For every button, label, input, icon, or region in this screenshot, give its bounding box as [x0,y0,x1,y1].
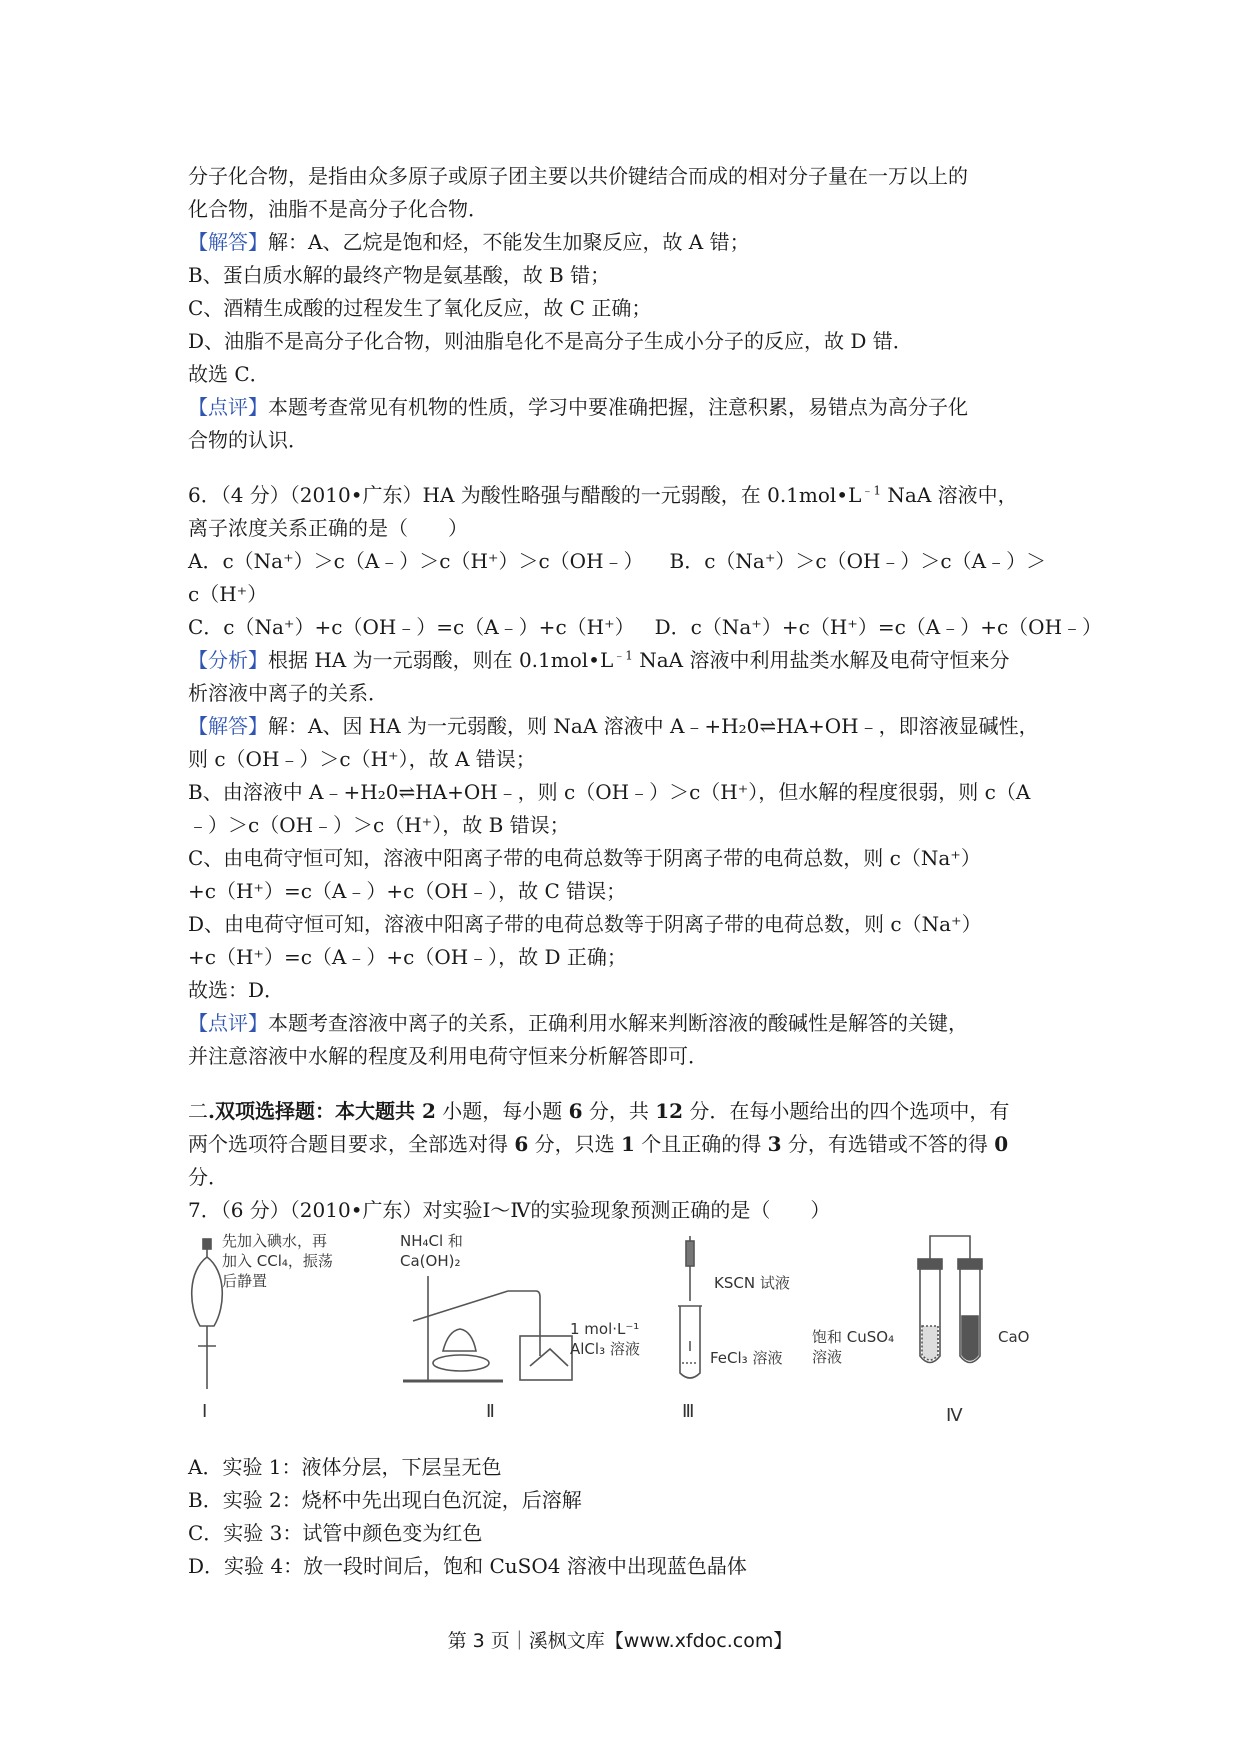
text-span: 本题考查常见有机物的性质，学习中要准确把握，注意积累，易错点为高分子化 [268,395,968,419]
question-6-stem [188,479,1058,512]
superscript: ﹣1 [861,483,882,498]
section-heading [188,1095,1058,1128]
text-span: NaA 溶液中利用盐类水解及电荷守恒来分 [632,648,1010,672]
text-line: B、蛋白质水解的最终产物是氨基酸，故 B 错； [188,263,611,287]
option-c: C．实验 3：试管中颜色变为红色 [188,1521,483,1545]
text-line: 离子浓度关系正确的是（ ） [188,516,468,540]
text-line: C、酒精生成酸的过程发生了氧化反应，故 C 正确； [188,296,652,320]
text-span: 分，只选 [528,1132,621,1156]
number: 2 [421,1099,436,1123]
text-span: 分，有选错或不答的得 [781,1132,995,1156]
experiment-figure [178,1231,1078,1441]
text-line [188,644,1058,677]
option-a: A．c（Na⁺）＞c（A﹣）＞c（H⁺）＞c（OH﹣） [188,549,644,573]
text-line: D、由电荷守恒可知，溶液中阳离子带的电荷总数等于阴离子带的电荷总数，则 c（Na⁺） [188,912,982,936]
options-line [188,545,1058,578]
question-7-stem: 7．（6 分）（2010•广东）对实验Ⅰ～Ⅳ的实验现象预测正确的是（ ） [188,1198,831,1222]
text-span: 6．（4 分）（2010•广东）HA 为酸性略强与醋酸的一元弱酸，在 0.1mol•L [188,483,862,507]
figure-label: KSCN 试液 [714,1274,790,1292]
option-b: B．c（Na⁺）＞c（OH﹣）＞c（A﹣）＞ [669,549,1047,573]
text-line: 合物的认识． [188,428,308,452]
text-line: c（H⁺） [188,582,268,606]
figure-numeral: Ⅲ [682,1401,695,1421]
text-line: +c（H⁺）=c（A﹣）+c（OH﹣），故 D 正确； [188,945,627,969]
text-line: ﹣）＞c（OH﹣）＞c（H⁺），故 B 错误； [188,813,570,837]
figure-label: 1 mol·L⁻¹ AlCl₃ 溶液 [570,1320,640,1358]
number: 0 [994,1132,1009,1156]
figure-numeral: Ⅱ [486,1401,495,1421]
figure-label: CaO [998,1328,1030,1346]
text-line: 故选 C． [188,362,270,386]
text-line: 并注意溶液中水解的程度及利用电荷守恒来分析解答即可． [188,1044,708,1068]
connected-tubes-icon [918,1236,982,1363]
answer-tag: 【解答】 [188,230,268,254]
text-line [188,226,1058,259]
number: 12 [655,1099,684,1123]
text-line [188,1128,1058,1161]
text-span: 分，共 [582,1099,656,1123]
analysis-tag: 【分析】 [188,648,268,672]
option-d: D．c（Na⁺）+c（H⁺）=c（A﹣）+c（OH﹣） [654,615,1103,639]
text-line: B、由溶液中 A﹣+H₂0⇌HA+OH﹣，则 c（OH﹣）＞c（H⁺），但水解的程度很弱，则 c（A [188,780,1031,804]
option-b: B．实验 2：烧杯中先出现白色沉淀，后溶解 [188,1488,582,1512]
answer-tag: 【解答】 [188,714,268,738]
number: 6 [568,1099,583,1123]
text-line [188,710,1058,743]
option-a: A．实验 1：液体分层，下层呈无色 [188,1455,502,1479]
text-span: .双项选择题：本大题共 [208,1099,422,1123]
text-line: D、油脂不是高分子化合物，则油脂皂化不是高分子生成小分子的反应，故 D 错． [188,329,913,353]
text-line: 分． [188,1165,228,1189]
text-line: 析溶液中离子的关系． [188,681,388,705]
figure-label: NH₄Cl 和 Ca(OH)₂ [400,1232,463,1270]
comment-tag: 【点评】 [188,1011,268,1035]
number: 6 [514,1132,529,1156]
figure-label: FeCl₃ 溶液 [710,1349,783,1367]
figure-numeral: Ⅳ [946,1405,963,1425]
comment-tag: 【点评】 [188,395,268,419]
text-span: 两个选项符合题目要求，全部选对得 [188,1132,515,1156]
text-line [188,1007,1058,1040]
page-footer: 第 3 页｜溪枫文库【www.xfdoc.com】 [447,1630,793,1652]
text-line: 分子化合物，是指由众多原子或原子团主要以共价键结合而成的相对分子量在一万以上的 [188,164,968,188]
text-line [188,391,1058,424]
number: 3 [767,1132,782,1156]
separatory-funnel-icon [192,1239,223,1389]
text-span: 解：A、乙烷是饱和烃，不能发生加聚反应，故 A 错； [268,230,750,254]
figure-numeral: Ⅰ [202,1401,208,1421]
superscript: ﹣1 [613,648,633,663]
text-span: 小题，每小题 [435,1099,569,1123]
text-line: +c（H⁺）=c（A﹣）+c（OH﹣），故 C 错误； [188,879,627,903]
figure-label: 饱和 CuSO₄ 溶液 [812,1328,895,1366]
text-span: 根据 HA 为一元弱酸，则在 0.1mol•L [268,648,614,672]
text-span: 二 [188,1099,208,1123]
option-d: D．实验 4：放一段时间后，饱和 CuSO4 溶液中出现蓝色晶体 [188,1554,747,1578]
text-line: 化合物，油脂不是高分子化合物． [188,197,488,221]
options-line [188,611,1103,644]
text-line: C、由电荷守恒可知，溶液中阳离子带的电荷总数等于阴离子带的电荷总数，则 c（Na⁺） [188,846,981,870]
number: 1 [621,1132,635,1156]
option-c: C．c（Na⁺）+c（OH﹣）=c（A﹣）+c（H⁺） [188,615,635,639]
text-span: 解：A、因 HA 为一元弱酸，则 NaA 溶液中 A﹣+H₂0⇌HA+OH﹣，即溶液显碱性， [268,714,1039,738]
text-span: 本题考查溶液中离子的关系，正确利用水解来判断溶液的酸碱性是解答的关键， [268,1011,968,1035]
heating-apparatus-icon [403,1276,572,1381]
text-span: NaA 溶液中， [881,483,1018,507]
text-span: 分．在每小题给出的四个选项中，有 [683,1099,1010,1123]
text-line: 则 c（OH﹣）＞c（H⁺），故 A 错误； [188,747,536,771]
figure-label: 先加入碘水，再 加入 CCl₄，振荡 后静置 [222,1232,333,1290]
page-content [188,160,1103,1583]
test-tube-icon [678,1236,702,1378]
text-span: 个且正确的得 [634,1132,768,1156]
text-line: 故选：D． [188,978,285,1002]
